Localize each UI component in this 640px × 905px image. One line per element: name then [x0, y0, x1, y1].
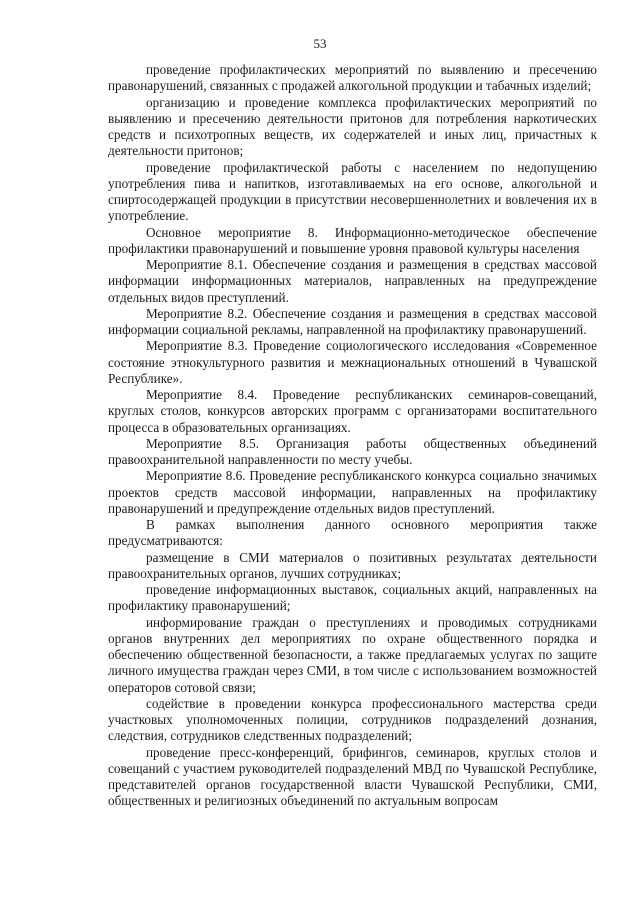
paragraph: В рамках выполнения данного основного мероприятия также предусматриваются: [108, 517, 597, 549]
paragraph: проведение информационных выставок, социальных акций, направленных на профилактику правонарушений; [108, 582, 597, 614]
paragraph: информирование граждан о преступлениях и проводимых сотрудниками органов внутренних дел мероприятиях по охране общественного порядка и обеспечению общественной безопасности, а также предлагаемых услугах по защите личного имущества граждан через СМИ, в том числе с использованием возможностей операторов сотовой связи; [108, 614, 597, 695]
paragraph: Мероприятие 8.5. Организация работы общественных объединений правоохранительной направленности по месту учебы. [108, 435, 597, 467]
paragraph: содействие в проведении конкурса профессионального мастерства среди участковых уполномоченных полиции, сотрудников подразделений дознания, следствия, сотрудников следственных подразделений; [108, 695, 597, 744]
section-heading: Основное мероприятие 8. Информационно-методическое обеспечение профилактики правонарушений и повышение уровня правовой культуры населения [108, 224, 597, 256]
paragraph: Мероприятие 8.4. Проведение республиканских семинаров-совещаний, круглых столов, конкурсов авторских программ с организаторами воспитательного процесса в образовательных организациях. [108, 387, 597, 435]
paragraph: проведение профилактической работы с населением по недопущению употребления пива и напитков, изготавливаемых на его основе, алкогольной и спиртосодержащей продукции в присутствии несовершеннолетних и вовлечения их в употребление. [108, 159, 597, 224]
paragraph: Мероприятие 8.6. Проведение республиканского конкурса социально значимых проектов средств массовой информации, направленных на профилактику правонарушений и предупреждение отдельных видов преступлений. [108, 468, 597, 516]
paragraph: проведение пресс-конференций, брифингов, семинаров, круглых столов и совещаний с участием руководителей подразделений МВД по Чувашской Республике, представителей органов государственной власти Чувашской Республики, СМИ, общественных и религиозных объединений по актуальным вопросам [108, 744, 597, 809]
paragraph: Мероприятие 8.3. Проведение социологического исследования «Современное состояние этнокультурного развития и межнациональных отношений в Чувашской Республике». [108, 338, 597, 386]
paragraph: Мероприятие 8.1. Обеспечение создания и размещения в средствах массовой информации информационных материалов, направленных на предупреждение отдельных видов преступлений. [108, 257, 597, 305]
body-text [108, 62, 597, 810]
paragraph: Мероприятие 8.2. Обеспечение создания и размещения в средствах массовой информации социальной рекламы, направленной на профилактику правонарушений. [108, 305, 597, 337]
page-number: 53 [313, 36, 327, 51]
paragraph: организацию и проведение комплекса профилактических мероприятий по выявлению и пресечению деятельности притонов для потребления наркотических средств и психотропных веществ, их содержателей и иных лиц, причастных к деятельности притонов; [108, 94, 597, 159]
paragraph: проведение профилактических мероприятий по выявлению и пресечению правонарушений, связанных с продажей алкогольной продукции и табачных изделий; [108, 62, 597, 94]
paragraph: размещение в СМИ материалов о позитивных результатах деятельности правоохранительных органов, лучших сотрудниках; [108, 549, 597, 581]
